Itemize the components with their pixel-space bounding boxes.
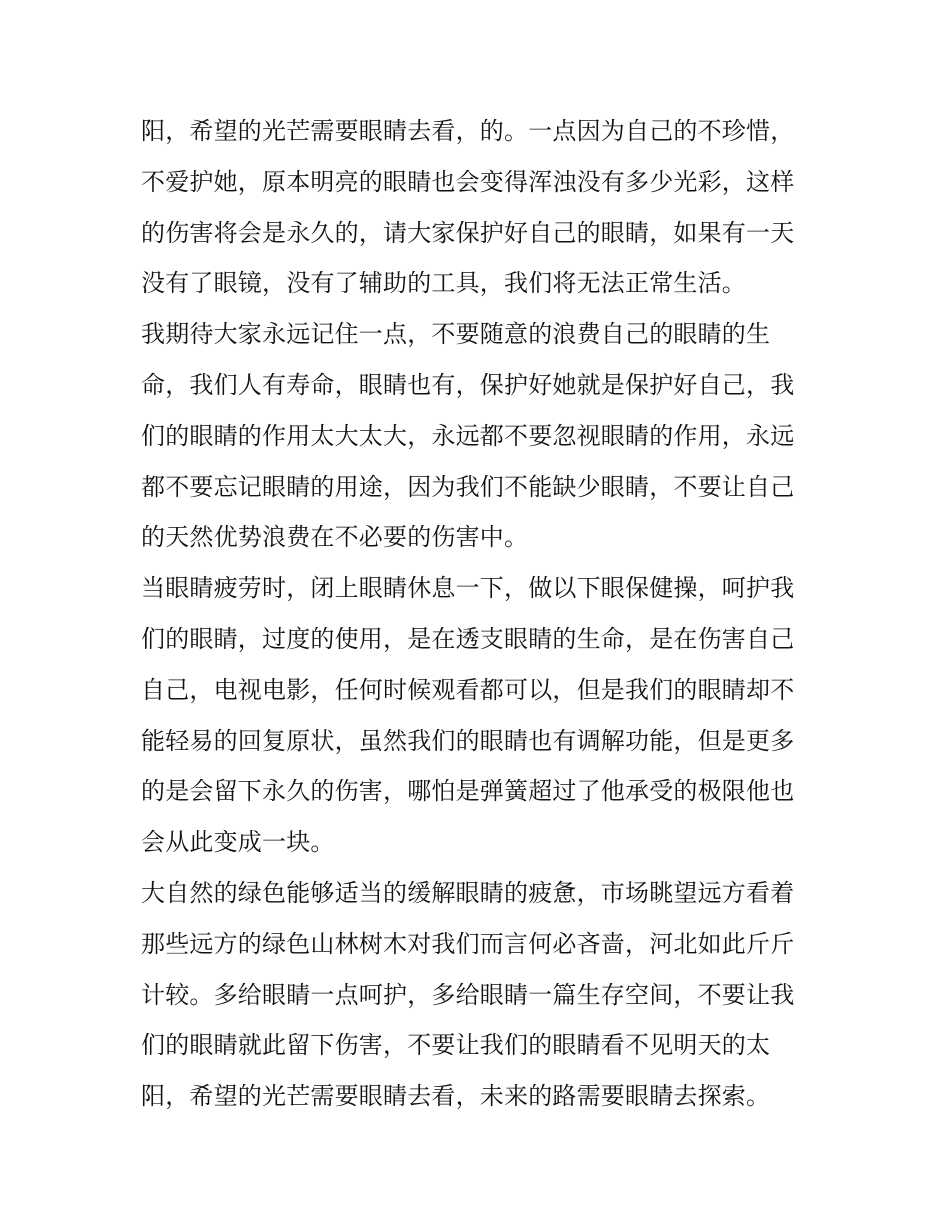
text-line: 自己，电视电影，任何时候观看都可以，但是我们的眼睛却不 <box>141 675 795 704</box>
text-line: 那些远方的绿色山林树木对我们而言何必吝啬，河北如此斤斤 <box>141 929 795 958</box>
document-body <box>141 106 821 1122</box>
text-line: 能轻易的回复原状，虽然我们的眼睛也有调解功能，但是更多 <box>141 726 795 755</box>
paragraph-1 <box>141 106 821 309</box>
text-line: 没有了眼镜，没有了辅助的工具，我们将无法正常生活。 <box>141 269 746 298</box>
paragraph-3 <box>141 563 821 868</box>
text-line: 们的眼睛的作用太大太大，永远都不要忽视眼睛的作用，永远 <box>141 421 795 450</box>
text-line: 阳，希望的光芒需要眼睛去看，的。一点因为自己的不珍惜， <box>141 117 795 145</box>
text-line: 大自然的绿色能够适当的缓解眼睛的疲惫，市场眺望远方看着 <box>141 878 795 907</box>
text-line: 的是会留下永久的伤害，哪怕是弹簧超过了他承受的极限他也 <box>141 777 795 806</box>
text-line: 阳，希望的光芒需要眼睛去看，未来的路需要眼睛去探索。 <box>141 1082 771 1111</box>
text-line: 命，我们人有寿命，眼睛也有，保护好她就是保护好自己，我 <box>141 370 795 399</box>
text-line: 会从此变成一块。 <box>141 828 335 857</box>
text-line: 的天然优势浪费在不必要的伤害中。 <box>141 523 529 552</box>
paragraph-2 <box>141 309 821 563</box>
text-line: 当眼睛疲劳时，闭上眼睛休息一下，做以下眼保健操，呵护我 <box>141 574 795 603</box>
text-line: 不爱护她，原本明亮的眼睛也会变得浑浊没有多少光彩，这样 <box>141 167 795 196</box>
text-line: 都不要忘记眼睛的用途，因为我们不能缺少眼睛，不要让自己 <box>141 472 795 501</box>
text-line: 的伤害将会是永久的，请大家保护好自己的眼睛，如果有一天 <box>141 218 795 247</box>
text-line: 计较。多给眼睛一点呵护，多给眼睛一篇生存空间，不要让我 <box>141 980 795 1009</box>
text-line: 们的眼睛，过度的使用，是在透支眼睛的生命，是在伤害自己 <box>141 624 795 653</box>
text-line: 们的眼睛就此留下伤害，不要让我们的眼睛看不见明天的太 <box>141 1031 771 1060</box>
text-line: 我期待大家永远记住一点，不要随意的浪费自己的眼睛的生 <box>141 320 771 349</box>
paragraph-4 <box>141 868 821 1122</box>
